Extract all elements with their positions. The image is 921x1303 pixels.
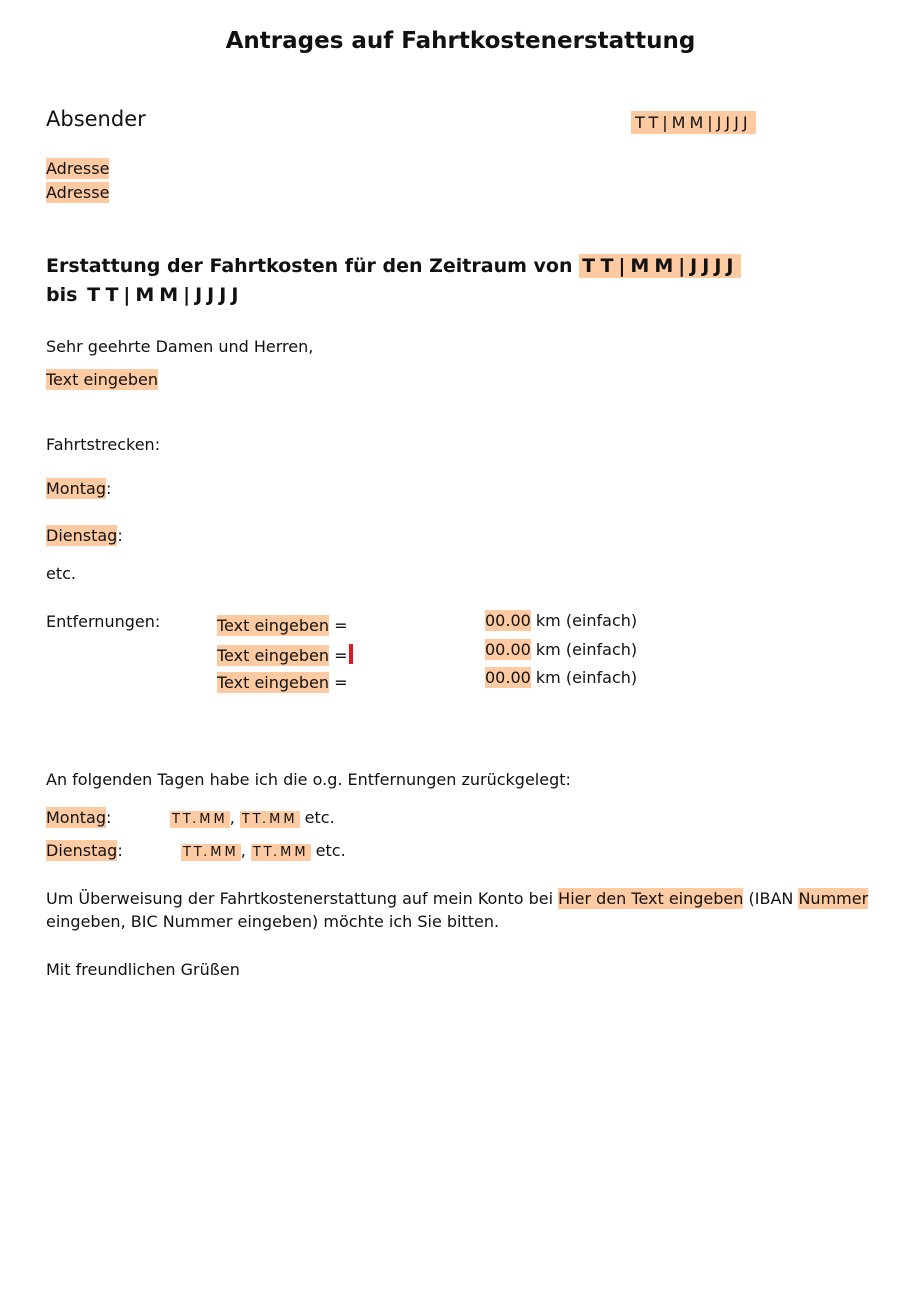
- day-entry-tuesday-label: [46, 841, 123, 860]
- iban-prefix: (IBAN: [748, 889, 794, 908]
- day-entry-separator: ,: [240, 841, 246, 860]
- subject-line-1: [46, 255, 741, 277]
- salutation: Sehr geehrte Damen und Herren,: [46, 337, 314, 356]
- iban-field[interactable]: Nummer: [798, 889, 869, 908]
- route-day-colon: :: [105, 479, 112, 498]
- distance-unit: km (einfach): [535, 668, 638, 687]
- day-entry-date-field[interactable]: TT.MM: [183, 845, 239, 860]
- day-entry-monday-label: [46, 808, 111, 827]
- day-entry-date-field[interactable]: TT.MM: [241, 812, 298, 827]
- body-text-field[interactable]: Text eingeben: [46, 370, 159, 389]
- distance-row: [217, 616, 348, 635]
- distance-equals: =: [334, 616, 348, 635]
- day-entry-colon: :: [117, 841, 123, 860]
- day-entry-colon: :: [105, 808, 112, 827]
- day-entry-tuesday-dates: [181, 841, 346, 860]
- address-line-1[interactable]: Adresse: [46, 159, 110, 178]
- sender-label: Absender: [46, 107, 146, 131]
- subject-line-2: [46, 284, 246, 306]
- subject-prefix: Erstattung der Fahrtkosten für den Zeitraum von: [46, 255, 573, 277]
- day-entry-monday-dates: [170, 808, 335, 827]
- distance-route-field[interactable]: Text eingeben: [217, 673, 330, 692]
- days-sentence: An folgenden Tagen habe ich die o.g. Entfernungen zurückgelegt:: [46, 770, 571, 789]
- day-entry-separator: ,: [229, 808, 235, 827]
- day-entry-day-field[interactable]: Montag: [46, 808, 106, 827]
- distance-km-field[interactable]: 00.00: [485, 611, 531, 630]
- distance-unit: km (einfach): [535, 640, 638, 659]
- closing: Mit freundlichen Grüßen: [46, 960, 240, 979]
- distance-unit: km (einfach): [535, 611, 638, 630]
- day-entry-etc: etc.: [315, 841, 346, 860]
- distance-equals: =: [334, 646, 348, 665]
- route-day-colon: :: [117, 526, 123, 545]
- route-row-monday: [46, 479, 111, 498]
- distance-km-field[interactable]: 00.00: [485, 640, 531, 659]
- transfer-line-2: eingeben, BIC Nummer eingeben) möchte ich Sie bitten.: [46, 912, 500, 931]
- address-line-2[interactable]: Adresse: [46, 183, 110, 202]
- distance-value-row: [485, 611, 637, 630]
- route-day-field[interactable]: Montag: [46, 479, 106, 498]
- distance-route-field[interactable]: Text eingeben: [217, 616, 330, 635]
- distance-row: [217, 673, 348, 692]
- day-entry-date-field[interactable]: TT.MM: [252, 845, 309, 860]
- subject-to-date-field[interactable]: TT|MM|JJJJ: [87, 284, 244, 306]
- transfer-text: Um Überweisung der Fahrtkostenerstattung auf mein Konto bei: [46, 889, 554, 908]
- day-entry-date-field[interactable]: TT.MM: [172, 812, 228, 827]
- text-cursor: [349, 644, 353, 664]
- routes-etc: etc.: [46, 564, 76, 583]
- distance-equals: =: [334, 673, 348, 692]
- subject-from-date-field[interactable]: TT|MM|JJJJ: [579, 254, 741, 278]
- day-entry-day-field[interactable]: Dienstag: [46, 841, 118, 860]
- route-day-field[interactable]: Dienstag: [46, 526, 118, 545]
- distance-route-field[interactable]: Text eingeben: [217, 646, 330, 665]
- document-title: Antrages auf Fahrtkostenerstattung: [225, 28, 696, 54]
- route-row-tuesday: [46, 526, 123, 545]
- routes-heading: Fahrtstrecken:: [46, 435, 161, 454]
- distance-value-row: [485, 640, 637, 659]
- transfer-line-1: [46, 889, 868, 908]
- bank-name-field[interactable]: Hier den Text eingeben: [558, 889, 744, 908]
- date-field[interactable]: TT|MM|JJJJ: [631, 111, 756, 134]
- distance-km-field[interactable]: 00.00: [485, 668, 531, 687]
- day-entry-etc: etc.: [304, 808, 335, 827]
- distance-row: [217, 644, 353, 665]
- subject-bis: bis: [46, 284, 78, 306]
- distances-label: Entfernungen:: [46, 612, 161, 631]
- distance-value-row: [485, 668, 637, 687]
